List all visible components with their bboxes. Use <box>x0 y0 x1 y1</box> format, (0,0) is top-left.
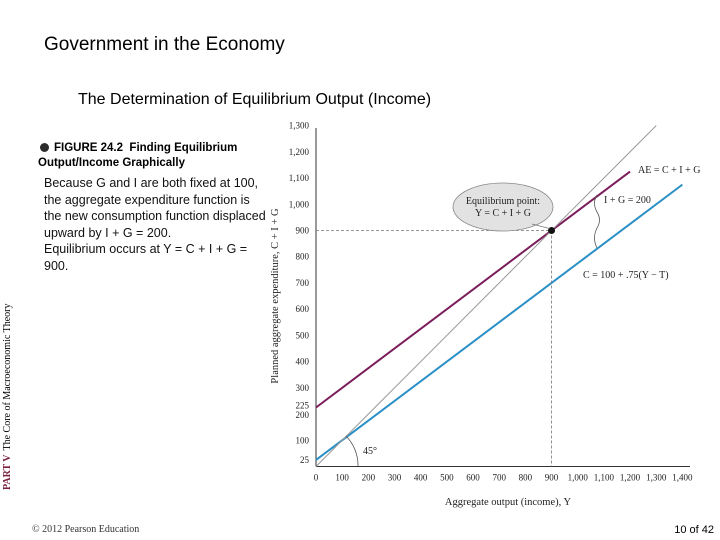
equilibrium-callout-line2: Y = C + I + G <box>475 208 531 219</box>
figure-description-line: Equilibrium occurs at Y = C + I + G = 900. <box>44 242 248 273</box>
shift-label: I + G = 200 <box>604 195 651 206</box>
x-tick-label: 1,300 <box>646 472 667 483</box>
side-label-text: The Core of Macroeconomic Theory <box>2 303 13 451</box>
x-tick-label: 700 <box>492 472 506 483</box>
forty-five-degree-arc <box>346 436 358 466</box>
x-axis-title: Aggregate output (income), Y <box>444 497 572 508</box>
x-tick-label: 900 <box>544 472 559 483</box>
figure-description-line: Because G and I are both fixed at 100, the aggregate expenditure function is the new consumption function displaced upward by I + G = 200. <box>44 176 266 240</box>
y-tick-label: 900 <box>295 225 309 236</box>
side-label-part: PART V <box>2 454 13 490</box>
figure-title: Finding Equilibrium Output/Income Graphically <box>38 142 238 169</box>
figure-label: FIGURE 24.2 <box>54 142 124 154</box>
equilibrium-callout-pointer <box>532 224 550 229</box>
y-tick-label: 200 <box>295 410 309 421</box>
slide-title: Government in the Economy <box>44 34 285 55</box>
x-tick-label: 600 <box>466 472 480 483</box>
x-tick-label: 1,000 <box>567 472 588 483</box>
x-tick-label: 800 <box>518 472 533 483</box>
x-tick-label: 300 <box>387 472 402 483</box>
y-tick-label: 500 <box>295 330 309 341</box>
x-tick-label: 1,400 <box>672 472 693 483</box>
y-tick-label: 100 <box>295 435 309 446</box>
page-number: 10 of 42 <box>674 524 714 536</box>
forty-five-degree-line <box>316 126 656 467</box>
y-tick-label: 400 <box>295 356 309 367</box>
x-tick-label: 1,200 <box>619 472 641 483</box>
y-tick-label: 1,300 <box>288 120 309 131</box>
ae-line-label: AE = C + I + G <box>638 165 701 176</box>
y-tick-label: 25 <box>300 454 309 465</box>
y-tick-label: 225 <box>295 400 309 411</box>
y-tick-label: 600 <box>295 304 309 315</box>
consumption-line-label: C = 100 + .75(Y − T) <box>583 270 669 281</box>
x-tick-label: 200 <box>361 472 376 483</box>
x-tick-label: 400 <box>413 472 428 483</box>
equilibrium-callout-bubble <box>453 183 553 231</box>
x-tick-label: 1,100 <box>593 472 614 483</box>
forty-five-degree-label: 45° <box>363 446 377 457</box>
y-tick-label: 700 <box>295 277 309 288</box>
x-tick-label: 0 <box>313 472 319 483</box>
x-tick-label: 500 <box>440 472 454 483</box>
shift-brace <box>595 195 600 248</box>
y-tick-label: 1,200 <box>288 146 309 157</box>
y-axis-title: Planned aggregate expenditure, C + I + G <box>270 208 281 384</box>
y-tick-label: 1,100 <box>288 173 309 184</box>
y-tick-label: 300 <box>295 382 309 393</box>
x-tick-label: 100 <box>335 472 349 483</box>
y-tick-label: 800 <box>295 251 309 262</box>
slide-subtitle: The Determination of Equilibrium Output (Income) <box>78 91 432 108</box>
y-tick-label: 1,000 <box>288 199 309 210</box>
equilibrium-callout-line1: Equilibrium point: <box>465 196 541 207</box>
copyright: © 2012 Pearson Education <box>32 524 140 535</box>
